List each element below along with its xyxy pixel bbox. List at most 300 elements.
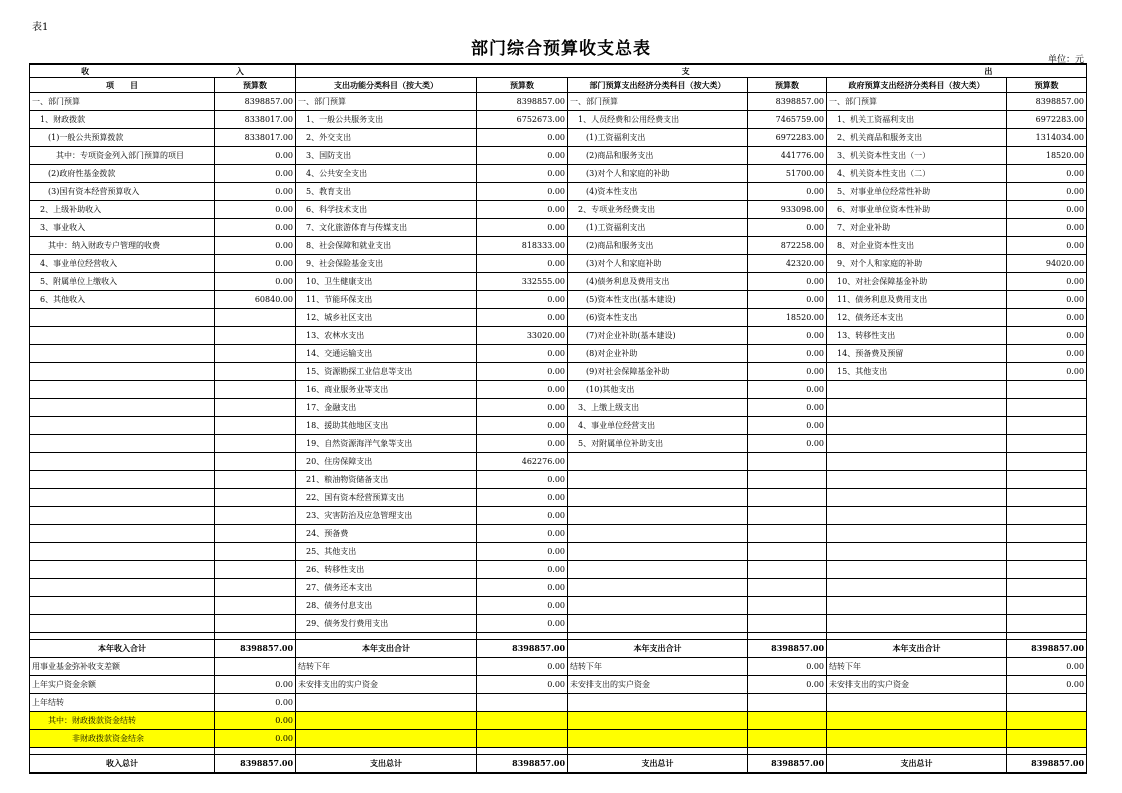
func-item-cell: 8、社会保障和就业支出	[296, 237, 477, 255]
col-header-func: 支出功能分类科目（按大类）	[296, 78, 477, 93]
col-header-budget: 预算数	[477, 78, 568, 93]
econ-budget-cell: 0.00	[748, 363, 827, 381]
gov-item-cell: 2、机关商品和服务支出	[827, 129, 1007, 147]
gov-budget-cell: 0.00	[1007, 658, 1087, 676]
func-budget-cell: 0.00	[477, 129, 568, 147]
expense-group-header	[296, 64, 1087, 78]
func-budget-cell: 0.00	[477, 363, 568, 381]
income-item-cell	[30, 507, 215, 525]
income-item-cell	[30, 489, 215, 507]
gov-budget-cell: 8398857.00	[1007, 640, 1087, 658]
income-item-cell	[30, 543, 215, 561]
gov-item-cell: 3、机关资本性支出（一）	[827, 147, 1007, 165]
income-item-cell: 5、附属单位上缴收入	[30, 273, 215, 291]
gov-budget-cell: 0.00	[1007, 165, 1087, 183]
income-budget-cell	[215, 381, 296, 399]
income-item-cell: 一、部门预算	[30, 93, 215, 111]
econ-budget-cell	[748, 730, 827, 748]
econ-budget-cell	[748, 633, 827, 640]
income-budget-cell	[215, 363, 296, 381]
table-row	[30, 676, 1087, 694]
income-item-cell: 用事业基金弥补收支差额	[30, 658, 215, 676]
econ-item-cell: (3)对个人和家庭补助	[568, 255, 748, 273]
table-row	[30, 165, 1087, 183]
func-budget-cell: 8398857.00	[477, 755, 568, 774]
income-budget-cell: 8398857.00	[215, 755, 296, 774]
table-row	[30, 291, 1087, 309]
year-total-row	[30, 640, 1087, 658]
income-budget-cell: 0.00	[215, 165, 296, 183]
func-budget-cell: 462276.00	[477, 453, 568, 471]
econ-item-cell: (7)对企业补助(基本建设)	[568, 327, 748, 345]
income-budget-cell: 8338017.00	[215, 111, 296, 129]
highlight-row	[30, 712, 1087, 730]
func-budget-cell: 0.00	[477, 255, 568, 273]
gov-item-cell: 一、部门预算	[827, 93, 1007, 111]
econ-budget-cell: 872258.00	[748, 237, 827, 255]
highlight-row	[30, 730, 1087, 748]
table-row	[30, 435, 1087, 453]
func-item-cell: 一、部门预算	[296, 93, 477, 111]
econ-budget-cell: 0.00	[748, 417, 827, 435]
func-budget-cell: 0.00	[477, 345, 568, 363]
econ-budget-cell	[748, 615, 827, 633]
table-row	[30, 363, 1087, 381]
func-item-cell: 13、农林水支出	[296, 327, 477, 345]
econ-budget-cell: 0.00	[748, 327, 827, 345]
econ-budget-cell	[748, 694, 827, 712]
table-row	[30, 579, 1087, 597]
table-row	[30, 147, 1087, 165]
func-budget-cell: 0.00	[477, 399, 568, 417]
gov-budget-cell: 0.00	[1007, 273, 1087, 291]
gov-budget-cell: 8398857.00	[1007, 93, 1087, 111]
econ-budget-cell: 0.00	[748, 658, 827, 676]
gov-budget-cell	[1007, 748, 1087, 755]
econ-item-cell: 2、专项业务经费支出	[568, 201, 748, 219]
income-budget-cell	[215, 579, 296, 597]
gov-item-cell: 12、债务还本支出	[827, 309, 1007, 327]
gov-item-cell: 7、对企业补助	[827, 219, 1007, 237]
table-row	[30, 658, 1087, 676]
func-budget-cell: 0.00	[477, 381, 568, 399]
func-item-cell: 2、外交支出	[296, 129, 477, 147]
func-budget-cell	[477, 748, 568, 755]
func-item-cell: 28、债务付息支出	[296, 597, 477, 615]
econ-budget-cell: 933098.00	[748, 201, 827, 219]
table-row	[30, 345, 1087, 363]
gov-budget-cell: 6972283.00	[1007, 111, 1087, 129]
income-item-cell	[30, 363, 215, 381]
econ-budget-cell: 0.00	[748, 435, 827, 453]
func-budget-cell: 0.00	[477, 525, 568, 543]
income-budget-cell: 8398857.00	[215, 93, 296, 111]
table-row	[30, 327, 1087, 345]
income-header-char-1: 收	[81, 66, 90, 76]
gov-item-cell: 8、对企业资本性支出	[827, 237, 1007, 255]
income-item-cell: 4、事业单位经营收入	[30, 255, 215, 273]
gov-budget-cell: 1314034.00	[1007, 129, 1087, 147]
gov-item-cell	[827, 579, 1007, 597]
income-item-cell	[30, 327, 215, 345]
func-budget-cell: 0.00	[477, 597, 568, 615]
income-item-cell: 其中：专项资金列入部门预算的项目	[30, 147, 215, 165]
gov-item-cell	[827, 561, 1007, 579]
income-item-cell: 2、上级补助收入	[30, 201, 215, 219]
table-row	[30, 615, 1087, 633]
func-item-cell: 23、灾害防治及应急管理支出	[296, 507, 477, 525]
func-budget-cell: 0.00	[477, 507, 568, 525]
gov-item-cell	[827, 543, 1007, 561]
gov-budget-cell: 0.00	[1007, 237, 1087, 255]
gov-item-cell: 11、债务利息及费用支出	[827, 291, 1007, 309]
gov-budget-cell	[1007, 489, 1087, 507]
econ-budget-cell: 0.00	[748, 399, 827, 417]
gov-budget-cell	[1007, 507, 1087, 525]
income-budget-cell: 0.00	[215, 183, 296, 201]
func-budget-cell: 0.00	[477, 471, 568, 489]
econ-item-cell	[568, 543, 748, 561]
func-budget-cell: 0.00	[477, 543, 568, 561]
econ-budget-cell: 0.00	[748, 183, 827, 201]
econ-item-cell: (4)资本性支出	[568, 183, 748, 201]
gov-budget-cell: 0.00	[1007, 676, 1087, 694]
gov-item-cell	[827, 435, 1007, 453]
func-budget-cell: 0.00	[477, 291, 568, 309]
gov-item-cell	[827, 615, 1007, 633]
income-item-cell	[30, 453, 215, 471]
func-budget-cell: 0.00	[477, 676, 568, 694]
income-item-cell: 其中：纳入财政专户管理的收费	[30, 237, 215, 255]
income-budget-cell	[215, 345, 296, 363]
func-budget-cell: 0.00	[477, 561, 568, 579]
econ-item-cell: (4)债务利息及费用支出	[568, 273, 748, 291]
income-budget-cell	[215, 309, 296, 327]
func-budget-cell: 0.00	[477, 165, 568, 183]
gov-item-cell	[827, 525, 1007, 543]
income-budget-cell	[215, 399, 296, 417]
gov-budget-cell	[1007, 694, 1087, 712]
econ-budget-cell	[748, 507, 827, 525]
income-budget-cell	[215, 507, 296, 525]
func-item-cell	[296, 748, 477, 755]
func-item-cell: 22、国有资本经营预算支出	[296, 489, 477, 507]
func-budget-cell	[477, 694, 568, 712]
gov-item-cell: 15、其他支出	[827, 363, 1007, 381]
gov-budget-cell	[1007, 597, 1087, 615]
income-item-cell	[30, 381, 215, 399]
econ-item-cell: 本年支出合计	[568, 640, 748, 658]
income-budget-cell: 0.00	[215, 273, 296, 291]
gov-item-cell: 4、机关资本性支出（二）	[827, 165, 1007, 183]
func-item-cell	[296, 730, 477, 748]
income-item-cell: 1、财政拨款	[30, 111, 215, 129]
econ-item-cell	[568, 525, 748, 543]
income-budget-cell	[215, 417, 296, 435]
income-item-cell	[30, 345, 215, 363]
func-item-cell: 25、其他支出	[296, 543, 477, 561]
gov-item-cell	[827, 730, 1007, 748]
econ-item-cell	[568, 507, 748, 525]
econ-budget-cell: 8398857.00	[748, 640, 827, 658]
table-row	[30, 597, 1087, 615]
econ-budget-cell: 6972283.00	[748, 129, 827, 147]
gov-budget-cell: 0.00	[1007, 183, 1087, 201]
income-item-cell: 3、事业收入	[30, 219, 215, 237]
func-item-cell: 15、资源勘探工业信息等支出	[296, 363, 477, 381]
gov-item-cell	[827, 633, 1007, 640]
func-budget-cell: 0.00	[477, 183, 568, 201]
func-budget-cell: 6752673.00	[477, 111, 568, 129]
spacer-row	[30, 633, 1087, 640]
econ-item-cell: (1)工资福利支出	[568, 129, 748, 147]
income-item-cell	[30, 471, 215, 489]
func-budget-cell: 0.00	[477, 309, 568, 327]
func-budget-cell: 33020.00	[477, 327, 568, 345]
gov-budget-cell	[1007, 525, 1087, 543]
econ-item-cell: 一、部门预算	[568, 93, 748, 111]
econ-budget-cell	[748, 543, 827, 561]
gov-budget-cell: 0.00	[1007, 201, 1087, 219]
gov-budget-cell	[1007, 435, 1087, 453]
econ-item-cell: (2)商品和服务支出	[568, 147, 748, 165]
func-item-cell: 20、住房保障支出	[296, 453, 477, 471]
income-item-cell	[30, 561, 215, 579]
econ-item-cell	[568, 694, 748, 712]
expense-header-char-2: 出	[984, 66, 993, 76]
gov-budget-cell	[1007, 730, 1087, 748]
econ-item-cell: (8)对企业补助	[568, 345, 748, 363]
func-item-cell	[296, 694, 477, 712]
income-item-cell: (3)国有资本经营预算收入	[30, 183, 215, 201]
income-budget-cell: 0.00	[215, 712, 296, 730]
econ-item-cell: 3、上缴上级支出	[568, 399, 748, 417]
gov-item-cell	[827, 417, 1007, 435]
func-item-cell: 5、教育支出	[296, 183, 477, 201]
income-item-cell	[30, 399, 215, 417]
func-budget-cell: 8398857.00	[477, 640, 568, 658]
table-row	[30, 561, 1087, 579]
gov-item-cell: 13、转移性支出	[827, 327, 1007, 345]
func-item-cell: 14、交通运输支出	[296, 345, 477, 363]
gov-budget-cell	[1007, 561, 1087, 579]
econ-budget-cell: 0.00	[748, 676, 827, 694]
gov-item-cell	[827, 507, 1007, 525]
income-budget-cell: 8398857.00	[215, 640, 296, 658]
income-item-cell	[30, 579, 215, 597]
gov-item-cell	[827, 381, 1007, 399]
func-item-cell: 未安排支出的实户资金	[296, 676, 477, 694]
gov-item-cell: 本年支出合计	[827, 640, 1007, 658]
gov-budget-cell	[1007, 615, 1087, 633]
func-budget-cell: 0.00	[477, 615, 568, 633]
func-item-cell: 结转下年	[296, 658, 477, 676]
econ-item-cell: (3)对个人和家庭的补助	[568, 165, 748, 183]
gov-item-cell: 10、对社会保障基金补助	[827, 273, 1007, 291]
gov-budget-cell	[1007, 471, 1087, 489]
econ-item-cell: (2)商品和服务支出	[568, 237, 748, 255]
income-budget-cell	[215, 489, 296, 507]
func-item-cell: 17、金融支出	[296, 399, 477, 417]
econ-budget-cell	[748, 597, 827, 615]
func-item-cell: 1、一般公共服务支出	[296, 111, 477, 129]
gov-budget-cell	[1007, 579, 1087, 597]
income-item-cell	[30, 748, 215, 755]
income-item-cell: (2)政府性基金拨款	[30, 165, 215, 183]
econ-item-cell	[568, 597, 748, 615]
func-budget-cell: 0.00	[477, 417, 568, 435]
econ-item-cell	[568, 471, 748, 489]
income-budget-cell	[215, 525, 296, 543]
income-item-cell	[30, 597, 215, 615]
income-budget-cell	[215, 435, 296, 453]
func-budget-cell: 0.00	[477, 219, 568, 237]
income-item-cell	[30, 633, 215, 640]
income-budget-cell: 0.00	[215, 676, 296, 694]
income-budget-cell: 0.00	[215, 219, 296, 237]
econ-item-cell	[568, 561, 748, 579]
gov-budget-cell: 94020.00	[1007, 255, 1087, 273]
econ-budget-cell: 0.00	[748, 345, 827, 363]
table-row	[30, 309, 1087, 327]
econ-budget-cell: 441776.00	[748, 147, 827, 165]
table-row	[30, 489, 1087, 507]
func-budget-cell: 0.00	[477, 658, 568, 676]
econ-item-cell	[568, 633, 748, 640]
table-row	[30, 471, 1087, 489]
table-label: 表1	[32, 22, 49, 33]
expense-header-char-1: 支	[681, 66, 690, 76]
income-group-header	[30, 64, 296, 78]
func-budget-cell	[477, 730, 568, 748]
income-budget-cell	[215, 597, 296, 615]
gov-item-cell	[827, 489, 1007, 507]
budget-summary-table	[29, 63, 1087, 774]
gov-budget-cell	[1007, 712, 1087, 730]
table-row	[30, 201, 1087, 219]
income-item-cell: 上年实户资金余额	[30, 676, 215, 694]
econ-budget-cell: 0.00	[748, 381, 827, 399]
func-item-cell: 11、节能环保支出	[296, 291, 477, 309]
func-budget-cell: 332555.00	[477, 273, 568, 291]
econ-budget-cell	[748, 471, 827, 489]
income-budget-cell	[215, 543, 296, 561]
func-budget-cell	[477, 633, 568, 640]
econ-budget-cell	[748, 561, 827, 579]
econ-item-cell	[568, 579, 748, 597]
table-row	[30, 417, 1087, 435]
func-item-cell: 19、自然资源海洋气象等支出	[296, 435, 477, 453]
page-title: 部门综合预算收支总表	[471, 39, 651, 59]
col-header-budget: 预算数	[748, 78, 827, 93]
income-item-cell: 上年结转	[30, 694, 215, 712]
income-item-cell	[30, 435, 215, 453]
econ-item-cell	[568, 615, 748, 633]
income-budget-cell	[215, 471, 296, 489]
income-item-cell	[30, 525, 215, 543]
econ-budget-cell	[748, 525, 827, 543]
gov-budget-cell: 0.00	[1007, 363, 1087, 381]
income-item-cell: 收入总计	[30, 755, 215, 774]
func-item-cell: 7、文化旅游体育与传媒支出	[296, 219, 477, 237]
income-budget-cell	[215, 658, 296, 676]
econ-item-cell	[568, 748, 748, 755]
gov-item-cell: 支出总计	[827, 755, 1007, 774]
func-item-cell: 24、预备费	[296, 525, 477, 543]
table-row	[30, 453, 1087, 471]
econ-budget-cell: 18520.00	[748, 309, 827, 327]
econ-budget-cell: 0.00	[748, 219, 827, 237]
spacer-row	[30, 748, 1087, 755]
table-row	[30, 255, 1087, 273]
gov-budget-cell: 0.00	[1007, 327, 1087, 345]
econ-item-cell: 1、人员经费和公用经费支出	[568, 111, 748, 129]
income-budget-cell	[215, 615, 296, 633]
func-budget-cell	[477, 712, 568, 730]
econ-budget-cell: 51700.00	[748, 165, 827, 183]
econ-budget-cell	[748, 489, 827, 507]
gov-item-cell	[827, 399, 1007, 417]
func-budget-cell: 0.00	[477, 201, 568, 219]
grand-total-row	[30, 755, 1087, 774]
gov-item-cell: 6、对事业单位资本性补助	[827, 201, 1007, 219]
func-item-cell: 29、债务发行费用支出	[296, 615, 477, 633]
income-budget-cell: 60840.00	[215, 291, 296, 309]
gov-item-cell: 5、对事业单位经常性补助	[827, 183, 1007, 201]
column-header-row	[30, 78, 1087, 93]
func-item-cell: 支出总计	[296, 755, 477, 774]
econ-item-cell	[568, 730, 748, 748]
table-row	[30, 111, 1087, 129]
econ-item-cell	[568, 453, 748, 471]
col-header-econ: 部门预算支出经济分类科目（按大类）	[568, 78, 748, 93]
econ-budget-cell: 8398857.00	[748, 755, 827, 774]
gov-budget-cell: 0.00	[1007, 219, 1087, 237]
gov-budget-cell: 8398857.00	[1007, 755, 1087, 774]
econ-budget-cell: 42320.00	[748, 255, 827, 273]
table-row	[30, 507, 1087, 525]
func-item-cell: 10、卫生健康支出	[296, 273, 477, 291]
econ-item-cell	[568, 712, 748, 730]
func-budget-cell: 8398857.00	[477, 93, 568, 111]
income-item-cell: 6、其他收入	[30, 291, 215, 309]
income-budget-cell: 0.00	[215, 730, 296, 748]
econ-item-cell: (1)工资福利支出	[568, 219, 748, 237]
table-row	[30, 237, 1087, 255]
col-header-item: 项 目	[30, 78, 215, 93]
econ-item-cell: 结转下年	[568, 658, 748, 676]
unit-label: 单位：元	[1047, 55, 1084, 65]
func-item-cell: 4、公共安全支出	[296, 165, 477, 183]
gov-budget-cell: 0.00	[1007, 309, 1087, 327]
econ-item-cell: (9)对社会保障基金补助	[568, 363, 748, 381]
econ-budget-cell: 0.00	[748, 291, 827, 309]
gov-item-cell	[827, 694, 1007, 712]
gov-item-cell	[827, 748, 1007, 755]
gov-item-cell: 14、预备费及预留	[827, 345, 1007, 363]
gov-item-cell: 9、对个人和家庭的补助	[827, 255, 1007, 273]
gov-item-cell: 1、机关工资福利支出	[827, 111, 1007, 129]
income-item-cell: 其中：财政拨款资金结转	[30, 712, 215, 730]
gov-budget-cell	[1007, 399, 1087, 417]
table-row	[30, 543, 1087, 561]
table-row	[30, 381, 1087, 399]
income-item-cell	[30, 309, 215, 327]
gov-budget-cell: 18520.00	[1007, 147, 1087, 165]
income-item-cell: 本年收入合计	[30, 640, 215, 658]
income-item-cell	[30, 615, 215, 633]
gov-item-cell	[827, 712, 1007, 730]
